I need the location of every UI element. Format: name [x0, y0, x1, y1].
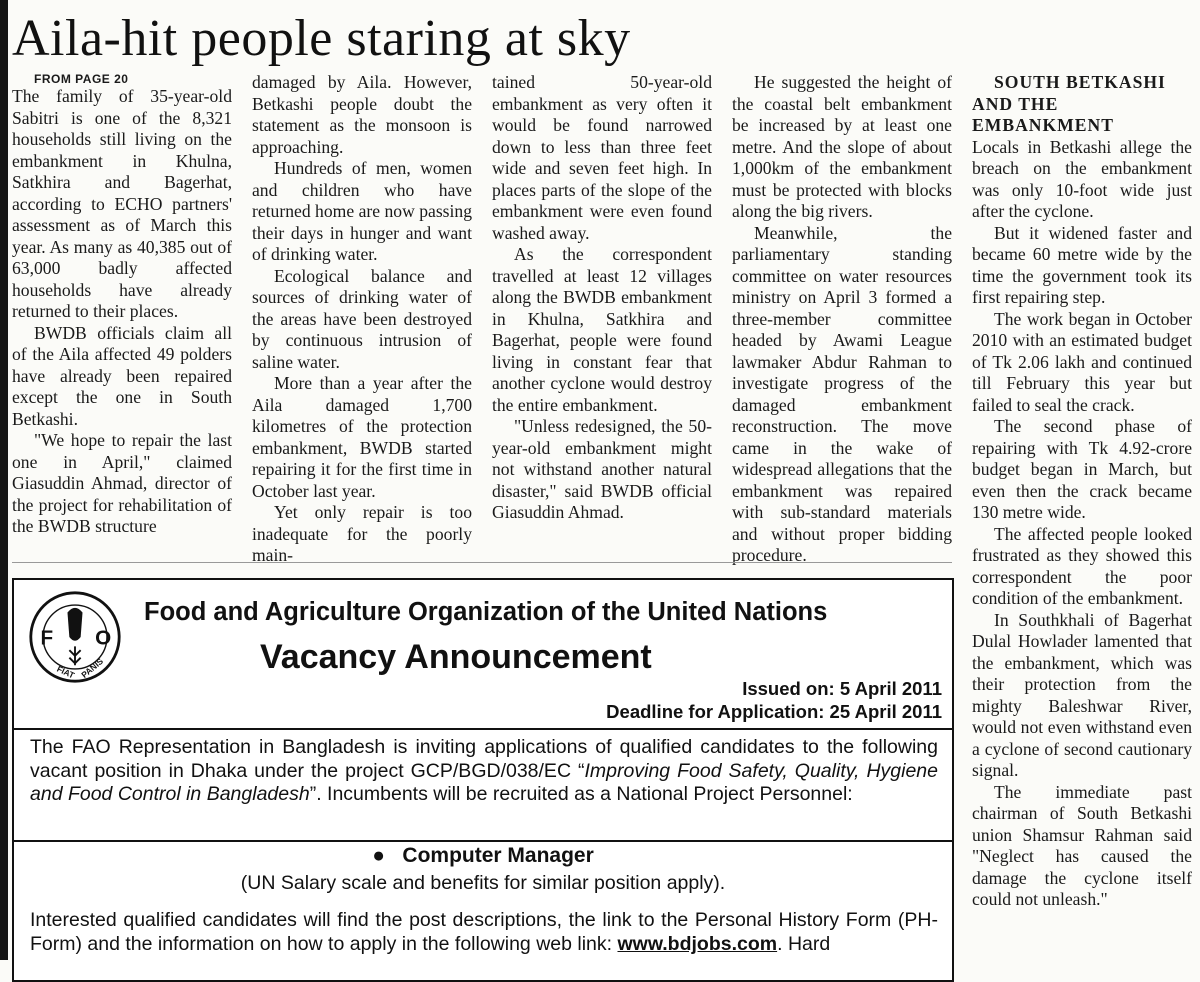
paragraph: The second phase of repairing with Tk 4.92-crore budget began in March, but even then the crack became 130 metre wide.	[972, 416, 1192, 522]
headline: Aila-hit people staring at sky	[12, 10, 631, 67]
paragraph: BWDB officials claim all of the Aila affected 49 polders have already been repaired except the one in South Betkashi.	[12, 322, 232, 429]
section-subhead: SOUTH BETKASHI AND THE EMBANKMENT	[972, 72, 1166, 135]
kicker: FROM PAGE 20	[34, 72, 129, 86]
article-column-1	[12, 72, 232, 538]
article-column-3	[492, 72, 712, 524]
paragraph: tained 50-year-old embankment as very often it would be found narrowed down to less than three feet wide and seven feet high. In places parts of the slope of the embankment were even found washed away.	[492, 72, 712, 243]
fao-logo-icon	[28, 590, 122, 684]
paragraph: More than a year after the Aila damaged 1,700 kilometres of the protection embankment, BWDB started repairing it for the first time in October last year.	[252, 373, 472, 501]
ad-intro-text: The FAO Representation in Bangladesh is inviting applications of qualified candidates to the following vacant position in Dhaka under the project GCP/BGD/038/EC “	[30, 736, 938, 782]
article-column-4	[732, 72, 952, 567]
ad-apply-body: Interested qualified candidates will find the post descriptions, the link to the Personal History Form (PH-Form) and the information on how to apply in the following web link:	[30, 909, 938, 955]
ad-salary-note: (UN Salary scale and benefits for similar position apply).	[240, 872, 726, 894]
ad-intro-text: ”. Incumbents will be recruited as a National Project Personnel:	[309, 783, 853, 805]
ad-rule	[14, 840, 952, 842]
ad-apply-body: . Hard	[777, 933, 831, 955]
svg-text:PANIS: PANIS	[79, 656, 106, 680]
paragraph: The family of 35-year-old Sabitri is one of the 8,321 households still living on the embankment in Khulna, Satkhira and Bagerhat, according to ECHO partners' assessment as of March this year. As many as 40,385 out of 63,000 badly affected households have already returned to their places.	[12, 86, 232, 321]
ad-apply-text	[30, 908, 938, 956]
paragraph: Meanwhile, the parliamentary standing committee on water resources ministry on April 3 formed a three-member committee headed by Awami League lawmaker Abdur Rahman to investigate progress of the damaged embankment reconstruction. The move came in the wake of widespread allegations that the embankment was repaired with sub-standard materials and without proper bidding procedure.	[732, 222, 952, 565]
ad-position-title: Computer Manager	[402, 844, 594, 867]
ad-deadline: Deadline for Application: 25 April 2011	[606, 701, 942, 722]
paragraph: As the correspondent travelled at least 12 villages along the BWDB embankment in Khulna, Satkhira and Bagerhat, people were found living in constant fear that another cyclone would destroy the entire embankment.	[492, 244, 712, 415]
paragraph: damaged by Aila. However, Betkashi people doubt the statement as the monsoon is approaching.	[252, 72, 472, 157]
paragraph: In Southkhali of Bagerhat Dulal Howlader lamented that the embankment, which was their protection from the mighty Baleshwar River, would not even withstand even a cyclone of second cautionary signal.	[972, 609, 1192, 780]
ad-position	[14, 844, 952, 868]
page-edge-bar	[0, 0, 8, 960]
article-column-5	[972, 72, 1192, 911]
bullet-icon: ●	[372, 844, 403, 867]
ad-organization: Food and Agriculture Organization of the United Nations	[144, 598, 828, 626]
ad-rule	[14, 728, 952, 730]
ad-title: Vacancy Announcement	[260, 638, 652, 676]
section-divider	[12, 562, 952, 563]
ad-project-name: Improving Food Safety, Quality, Hygiene and Food Control in Bangladesh	[30, 759, 938, 805]
paragraph: The work began in October 2010 with an estimated budget of Tk 2.06 lakh and continued till February this year but failed to seal the crack.	[972, 308, 1192, 415]
paragraph: The affected people looked frustrated as they showed this correspondent the poor condition of the embankment.	[972, 523, 1192, 608]
vacancy-ad	[12, 578, 954, 982]
paragraph: Locals in Betkashi allege the breach on the embankment was only 10-foot wide just after the cyclone.	[972, 136, 1192, 221]
paragraph: But it widened faster and became 60 metre wide by the time the government took its first repairing step.	[972, 222, 1192, 307]
svg-text:FIAT: FIAT	[55, 663, 77, 681]
ad-intro	[30, 736, 938, 807]
paragraph: Ecological balance and sources of drinking water of the areas have been destroyed by continuous intrusion of saline water.	[252, 265, 472, 372]
paragraph: The immediate past chairman of South Betkashi union Shamsur Rahman said "Neglect has caused the damage the cyclone itself could not unleash."	[972, 781, 1192, 909]
paragraph: He suggested the height of the coastal belt embankment be increased by at least one metre. And the slope of about 1,000km of the embankment must be protected with blocks along the big rivers.	[732, 72, 952, 221]
article-column-2	[252, 72, 472, 567]
ad-apply-link[interactable]: www.bdjobs.com	[617, 933, 778, 955]
svg-text:F: F	[40, 626, 54, 650]
paragraph: "Unless redesigned, the 50-year-old embankment might not withstand another natural disaster," said BWDB official Giasuddin Ahmad.	[492, 416, 712, 522]
paragraph: "We hope to repair the last one in April," claimed Giasuddin Ahmad, director of the project for rehabilitation of the BWDB structure	[12, 430, 232, 536]
ad-issued-date: Issued on: 5 April 2011	[742, 678, 942, 699]
svg-text:O: O	[95, 626, 112, 650]
paragraph: Hundreds of men, women and children who have returned home are now passing their days in hunger and want of drinking water.	[252, 158, 472, 264]
paragraph: Yet only repair is too inadequate for the poorly main-	[252, 502, 472, 565]
